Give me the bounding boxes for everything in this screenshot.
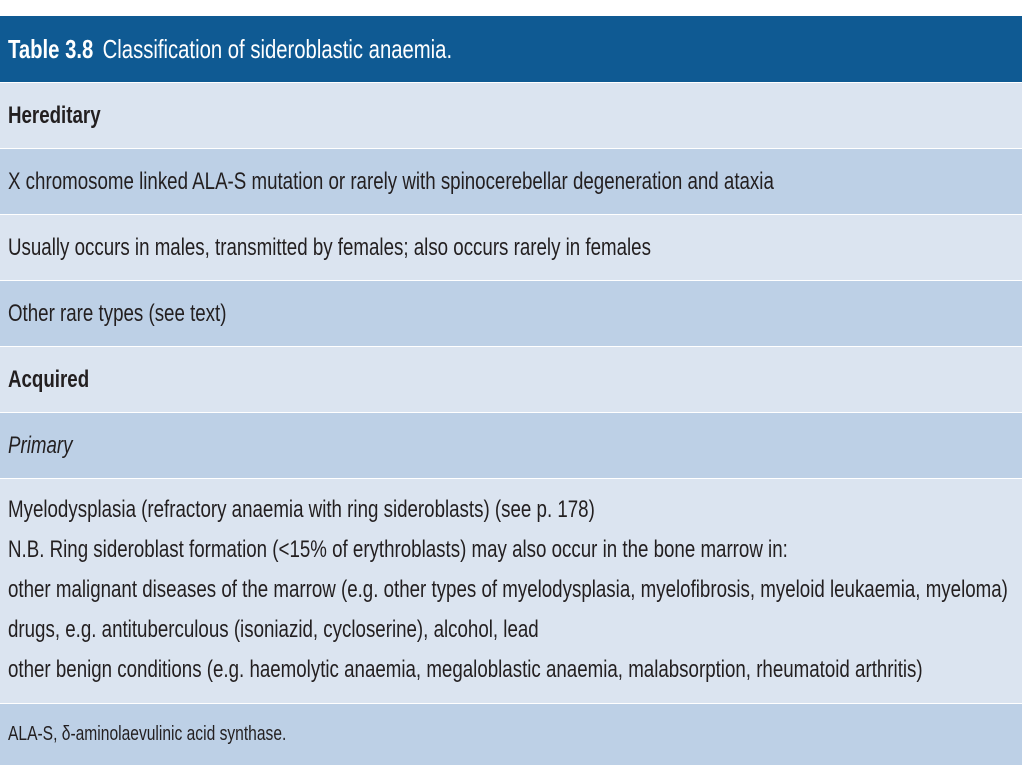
table-number: Table 3.8: [8, 33, 94, 64]
table-cell-multiline: [0, 478, 1022, 703]
text-line: [8, 490, 1022, 530]
table-caption: [0, 16, 1022, 82]
line-text: drugs, e.g. antituberculous (isoniazid, cycloserine), alcohol, lead: [8, 616, 539, 643]
row-text: X chromosome linked ALA-S mutation or rarely with spinocerebellar degeneration and ataxia: [8, 167, 774, 195]
line-text: other benign conditions (e.g. haemolytic anaemia, megaloblastic anaemia, malabsorption, rheumatoid arthritis): [8, 656, 923, 683]
classification-table: [0, 16, 1022, 765]
row-text: Usually occurs in males, transmitted by females; also occurs rarely in females: [8, 233, 651, 261]
text-line: [8, 570, 1022, 610]
table-row: [0, 148, 1022, 214]
line-text: other malignant diseases of the marrow (e.g. other types of myelodysplasia, myelofibrosis, myeloid leukaemia, myeloma): [8, 576, 1008, 603]
text-line: [8, 610, 1022, 650]
section-heading-hereditary: Hereditary: [8, 101, 101, 129]
table-row: [0, 280, 1022, 346]
section-row-hereditary: [0, 82, 1022, 148]
text-line: [8, 650, 1022, 690]
text-line: [8, 530, 1022, 570]
table-row: [0, 214, 1022, 280]
line-text: Myelodysplasia (refractory anaemia with ring sideroblasts) (see p. 178): [8, 496, 595, 523]
subsection-row-primary: [0, 412, 1022, 478]
table-title: Classification of sideroblastic anaemia.: [102, 33, 453, 64]
row-text: Other rare types (see text): [8, 299, 227, 327]
table-footnote-row: [0, 703, 1022, 765]
caption-text: [8, 34, 452, 65]
section-heading-acquired: Acquired: [8, 365, 90, 393]
subheading-primary: Primary: [8, 431, 73, 459]
line-text: N.B. Ring sideroblast formation (<15% of erythroblasts) may also occur in the bone marrow in:: [8, 536, 788, 563]
table-footnote: ALA-S, δ-aminolaevulinic acid synthase.: [8, 723, 287, 745]
section-row-acquired: [0, 346, 1022, 412]
